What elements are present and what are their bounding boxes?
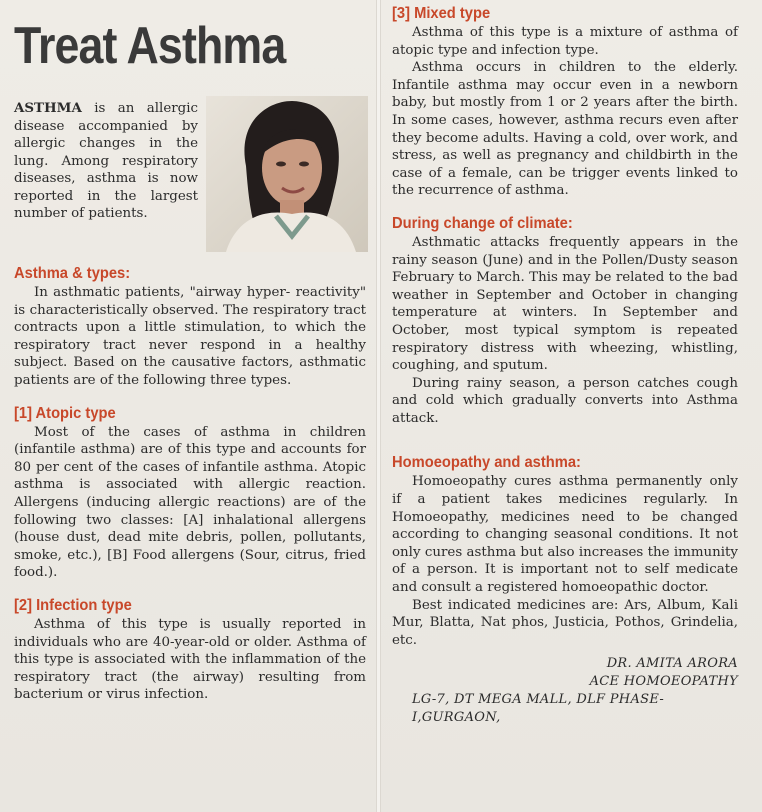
intro-block xyxy=(14,100,366,264)
text-homoeopathy-1: Homoeopathy cures asthma permanently only if a patient takes medicines regularly. In Homoeopathy, medicines need to be changed according to changing seasonal conditions. It not only cures asthma but also increases the immunity of a person. It is important not to self medicate and consult a registered homoeopathic doctor. xyxy=(392,474,738,596)
section-asthma-types xyxy=(14,264,366,390)
section-climate xyxy=(392,214,738,428)
heading-atopic: [1] Atopic type xyxy=(14,404,116,422)
left-column xyxy=(14,4,366,716)
signature-name: DR. AMITA ARORA xyxy=(606,656,738,672)
text-climate-1: Asthmatic attacks frequently appears in the rainy season (June) and in the Pollen/Dusty season February to March. This may be related to the bad weather in September and October in changing temperature at winters. In September and October, most typical symptom is repeated respiratory distress with wheezing, whistling, coughing, and sputum. xyxy=(392,234,738,374)
text-asthma-types: In asthmatic patients, "airway hyper- reactivity" is characteristically observed. The respiratory tract contracts upon a little stimulation, to which the respiratory tract never respond in a healthy subject. Based on the causative factors, asthmatic patients are of the following three types. xyxy=(14,285,366,388)
text-atopic: Most of the cases of asthma in children (infantile asthma) are of this type and accounts for 80 per cent of the cases of infantile asthma. Atopic asthma is associated with allergic reaction. Allergens (inducing allergic reactions) are of the following two classes: [A] inhalational allergens (house dust, dead mite debris, pollen, pollutants, smoke, etc.), [B] Food allergens (Sour, citrus, fried food.). xyxy=(14,424,366,581)
author-photo xyxy=(206,96,368,252)
signature-address: LG-7, DT MEGA MALL, DLF PHASE-I,GURGAON, xyxy=(412,692,665,726)
signature-block xyxy=(392,655,738,727)
intro-paragraph xyxy=(14,100,198,223)
section-infection xyxy=(14,596,366,704)
intro-text: is an allergic disease accompanied by allergic changes in the lung. Among respiratory diseases, asthma is now reported in the largest number of patients. xyxy=(14,101,198,221)
article-title: Treat Asthma xyxy=(14,17,286,75)
signature-clinic: ACE HOMOEOPATHY xyxy=(589,674,738,690)
intro-lead: ASTHMA xyxy=(14,100,82,116)
section-homoeopathy xyxy=(392,453,738,649)
heading-asthma-types: Asthma & types: xyxy=(14,265,131,282)
text-climate-2: During rainy season, a person catches cough and cold which gradually converts into Asthma attack. xyxy=(392,375,738,426)
heading-mixed: [3] Mixed type xyxy=(392,5,491,22)
heading-climate: During change of climate: xyxy=(392,214,573,232)
right-column xyxy=(392,4,738,727)
text-infection: Asthma of this type is usually reported in individuals who are 40-year-old or older. Asthma of this type is associated with the inflammation of the respiratory tract (the airway) resulting from bacterium or virus infection. xyxy=(14,616,366,703)
column-divider xyxy=(377,0,380,812)
heading-infection: [2] Infection type xyxy=(14,596,132,614)
text-mixed-2: Asthma occurs in children to the elderly. Infantile asthma may occur even in a newborn baby, but mostly from 1 or 2 years after the birth. In some cases, however, asthma recurs even after they become adults. Having a cold, over work, and stress, as well as pregnancy and childbirth in the case of a female, can be trigger events linked to the recurrence of asthma. xyxy=(392,60,738,199)
text-mixed-1: Asthma of this type is a mixture of asthma of atopic type and infection type. xyxy=(392,25,738,58)
heading-homoeopathy: Homoeopathy and asthma: xyxy=(392,454,581,472)
text-homoeopathy-2: Best indicated medicines are: Ars, Album, Kali Mur, Blatta, Nat phos, Justicia, Pothos, Grindelia, etc. xyxy=(392,597,738,648)
portrait-image xyxy=(206,96,368,252)
section-mixed xyxy=(392,4,738,200)
section-atopic xyxy=(14,404,366,582)
